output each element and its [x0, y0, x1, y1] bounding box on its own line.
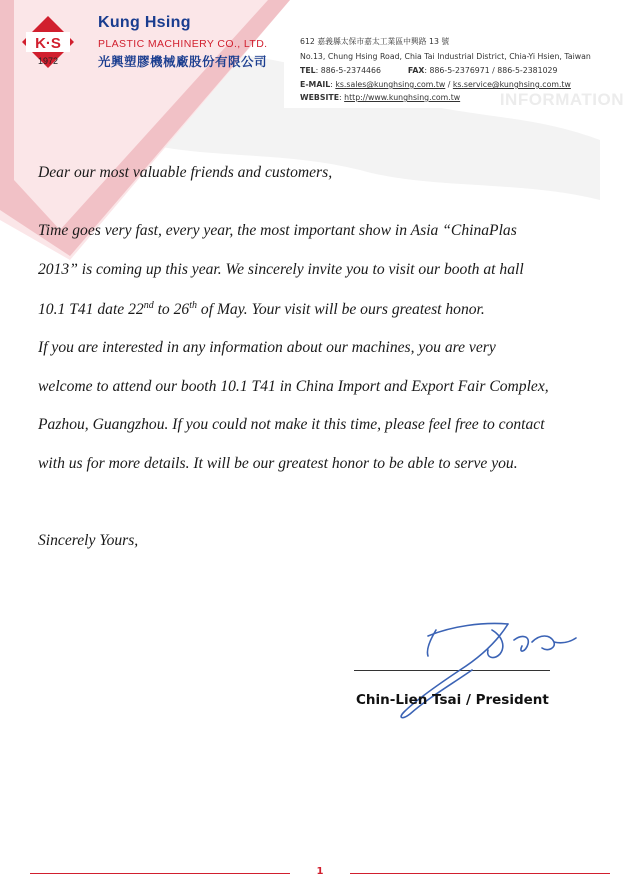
footer-rule-left — [30, 873, 290, 874]
paragraph-2-line-4: with us for more details. It will be our greatest honor to be able to serve you. — [38, 455, 518, 472]
date-range-text: to 26 — [153, 301, 190, 319]
email-label: E-MAIL — [300, 80, 331, 89]
footer-rule-right — [350, 873, 610, 874]
fax-value: 886-5-2376971 / 886-5-2381029 — [429, 66, 558, 75]
handwritten-signature-icon — [332, 600, 606, 730]
salutation: Dear our most valuable friends and customers, — [38, 164, 333, 181]
tel-label: TEL — [300, 66, 316, 75]
phone-fax-line: TEL: 886-5-2374466 FAX: 886-5-2376971 / 886-5-2381029 — [300, 66, 558, 75]
contact-info-panel — [284, 32, 624, 108]
ordinal-th: th — [189, 300, 198, 311]
paragraph-1-line-2: 2013” is coming up this year. We sincerely invite you to visit our booth at hall — [38, 261, 524, 278]
information-watermark: INFORMATION — [499, 90, 624, 109]
paragraph-2-line-1: If you are interested in any information about our machines, you are very — [38, 339, 496, 356]
paragraph-2-line-3: Pazhou, Guangzhou. If you could not make it this time, please feel free to contact — [38, 416, 545, 433]
booth-date-text: 10.1 T41 date 22 — [38, 301, 144, 319]
logo-year: 1972 — [37, 56, 59, 66]
closing: Sincerely Yours, — [38, 532, 139, 549]
letterhead — [0, 0, 640, 130]
address-english: No.13, Chung Hsing Road, Chia Tai Industrial District, Chia-Yi Hsien, Taiwan — [300, 52, 591, 61]
email-line: E-MAIL: ks.sales@kunghsing.com.tw / ks.service@kunghsing.com.tw — [300, 80, 571, 89]
website-label: WEBSITE — [300, 93, 340, 102]
email-separator: / — [445, 80, 453, 89]
page-number: 1 — [316, 866, 324, 877]
service-email-link[interactable]: ks.service@kunghsing.com.tw — [452, 80, 571, 89]
paragraph-1-line-1: Time goes very fast, every year, the most important show in Asia “ChinaPlas — [38, 222, 517, 239]
paragraph-1-line-3 — [38, 300, 485, 319]
signer-name: Chin-Lien Tsai / President — [356, 692, 549, 708]
sales-email-link[interactable]: ks.sales@kunghsing.com.tw — [335, 80, 446, 89]
brand-subtitle: PLASTIC MACHINERY CO., LTD. — [98, 38, 268, 50]
brand-chinese-name: 光興塑膠機械廠股份有限公司 — [98, 54, 268, 69]
paragraph-2-line-2: welcome to attend our booth 10.1 T41 in China Import and Export Fair Complex, — [38, 378, 549, 395]
ordinal-nd: nd — [143, 300, 154, 311]
honor-text: of May. Your visit will be ours greatest honor. — [197, 301, 485, 319]
fax-label: FAX — [407, 66, 425, 75]
tel-value: 886-5-2374466 — [320, 66, 381, 75]
logo-text: K·S — [35, 35, 61, 52]
address-chinese: 612 嘉義縣太保市嘉太工業區中興路 13 號 — [300, 37, 450, 46]
brand-name: Kung Hsing — [98, 14, 191, 31]
website-line: WEBSITE: http://www.kunghsing.com.tw — [300, 93, 461, 102]
signature-block — [332, 600, 606, 730]
website-link[interactable]: http://www.kunghsing.com.tw — [344, 93, 461, 102]
